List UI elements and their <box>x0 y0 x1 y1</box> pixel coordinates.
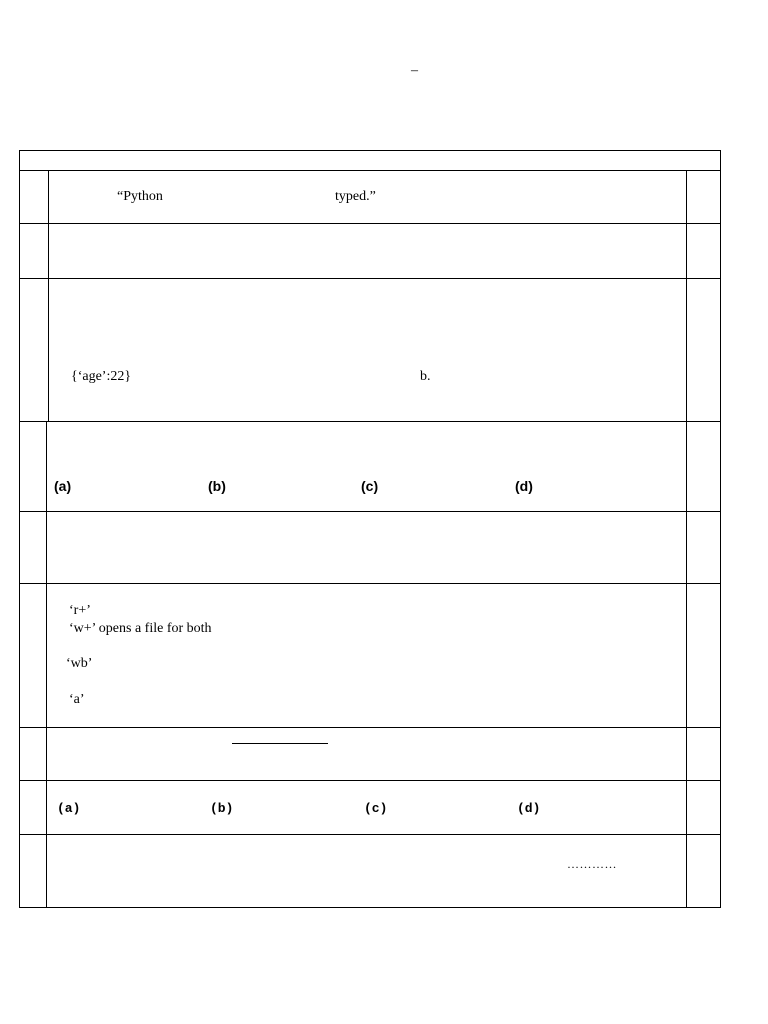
row-divider <box>19 278 721 279</box>
question-number-column-divider <box>48 170 49 421</box>
table-top-border <box>19 150 721 151</box>
q8-option-c: (c) <box>364 801 388 816</box>
row-divider <box>19 223 721 224</box>
header-dash: – <box>411 63 418 78</box>
row-divider <box>19 780 721 781</box>
table-left-border <box>19 150 20 908</box>
question-number-column-divider <box>46 421 47 907</box>
q1-text-left: “Python <box>117 189 163 204</box>
q8-option-d: (d) <box>517 801 541 816</box>
q4-option-c: (c) <box>361 478 379 494</box>
q7-answer-blank <box>232 743 328 744</box>
marks-column-divider <box>686 170 687 907</box>
q1-text-right: typed.” <box>335 189 376 204</box>
row-divider <box>19 727 721 728</box>
table-right-border <box>720 150 721 908</box>
q6-line-a: ‘a’ <box>69 692 85 707</box>
q4-option-d: (d) <box>515 478 533 494</box>
row-divider <box>19 170 721 171</box>
q6-line-r-plus: ‘r+’ <box>69 603 91 618</box>
row-divider <box>19 583 721 584</box>
q3-option-b-label: b. <box>420 369 431 384</box>
q9-dotted-blank: ………… <box>567 857 617 871</box>
row-divider <box>19 834 721 835</box>
row-divider <box>19 421 721 422</box>
q6-line-w-plus: ‘w+’ opens a file for both <box>69 621 212 636</box>
q8-option-a: (a) <box>57 801 81 816</box>
row-divider <box>19 511 721 512</box>
q3-option-a-text: {‘age’:22} <box>71 369 132 384</box>
q4-option-b: (b) <box>208 478 226 494</box>
q6-line-wb: ‘wb’ <box>66 656 93 671</box>
q8-option-b: (b) <box>210 801 234 816</box>
table-bottom-border <box>19 907 721 908</box>
q4-option-a: (a) <box>54 478 72 494</box>
